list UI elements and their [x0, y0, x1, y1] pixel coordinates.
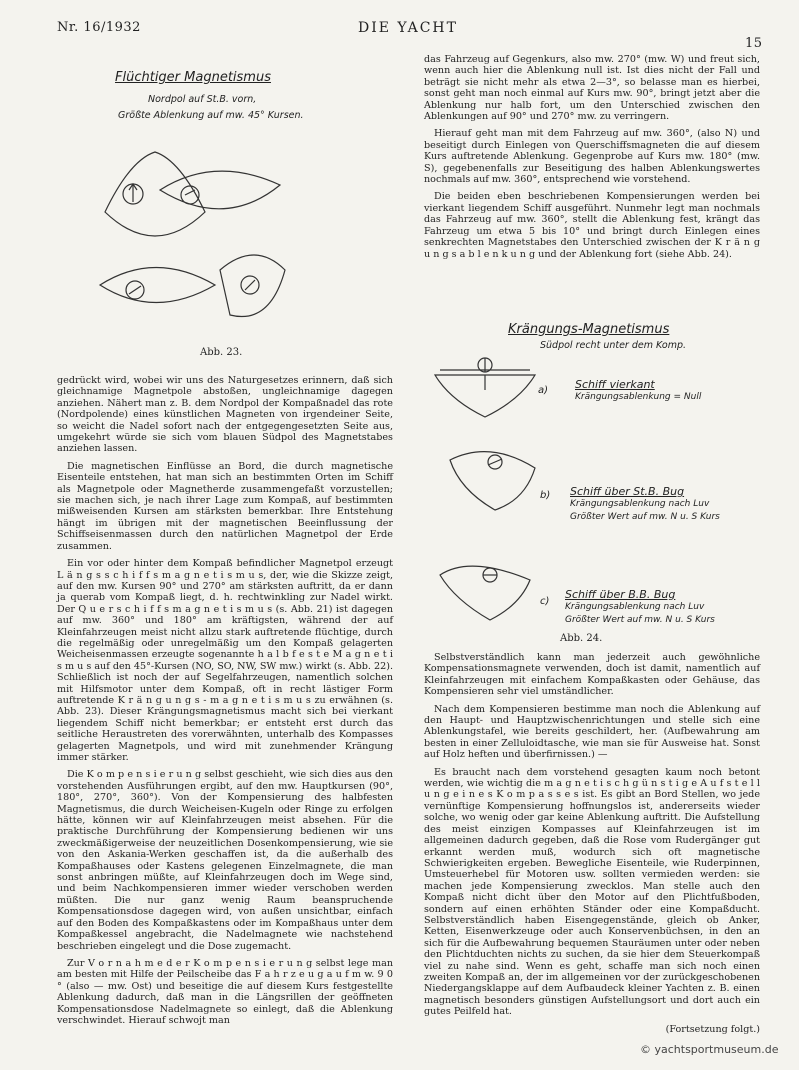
fig23-diagram — [95, 150, 295, 345]
boat-hull-3 — [100, 268, 215, 303]
boat-hull-2 — [160, 171, 280, 209]
right-paragraph: das Fahrzeug auf Gegenkurs, also mw. 270° (mw. W) und freut sich, wenn auch hier die Ablenkung null ist. Ist dies nicht der Fall und beträgt sie nicht mehr als etwa 2—3°, so belasse man es hierbei, sonst geht man noch einmal auf Kurs mw. 90°, bringt jetzt aber die Ablenkung nur halb fort, um den Unterschied zwischen den Ablenkungen auf 90° und 270° mw. zu verringern. — [424, 54, 760, 123]
right-column-bottom — [424, 652, 760, 1041]
right-paragraph: Selbstverständlich kann man jederzeit auch gewöhnliche Kompensationsmagnete verwenden, doch ist damit, namentlich auf Kleinfahrzeugen mit einfachem Kompaßkasten oder Gehäuse, das Kompensieren sehr viel umständlicher. — [424, 652, 760, 698]
fig24-b-line2: Größter Wert auf mw. N u. S Kurs — [570, 512, 720, 522]
left-paragraph: Ein vor oder hinter dem Kompaß befindlicher Magnetpol erzeugt L ä n g s s c h i f f s m a g n e t i s m u s, der, wie die Skizze zeigt, auf den mw. Kursen 90° und 270° am stärksten auftritt, da er dann ja querab vom Kompaß liegt, d. h. rechtwinkling zur Nadel wirkt. Der Q u e r s c h i f f s m a g n e t i s m u s (s. Abb. 21) ist dagegen auf mw. 360° und 180° am kräftigsten, während der auf Kleinfahrzeugen meist nicht allzu stark auftretende flüchtige, durch die regelmäßig oder unregelmäßig um den Kompaß gelagerten Weicheisenmassen erzeugte sogenannte h a l b f e s t e M a g n e t i s m u s auf den 45°-Kursen (NO, SO, NW, SW mw.) wirkt (s. Abb. 22). Schließlich ist noch der auf Segelfahrzeugen, namentlich solchen mit Hilfsmotor unter dem Kompaß, oft in recht lästiger Form auftretende K r ä n g u n g s - m a g n e t i s m u s zu erwähnen (s. Abb. 23). Dieser Krängungsmagnetismus macht sich bei vierkant liegendem Schiff nicht bemerkbar; er entsteht erst durch das seitliche Heraustreten des vorerwähnten, unterhalb des Kompasses gelagerten Magnetpols, und wird mit zunehmender Krängung immer stärker. — [57, 558, 394, 763]
fig23-subtitle-1: Nordpol auf St.B. vorn, — [148, 94, 257, 105]
fig24-caption: Abb. 24. — [560, 633, 603, 644]
fig23-caption: Abb. 23. — [200, 347, 243, 358]
hull-c — [440, 566, 530, 620]
fig24-title: Krängungs-Magnetismus — [508, 322, 670, 337]
fig24-b-title: Schiff über St.B. Bug — [570, 485, 685, 498]
boat-hull-4 — [220, 255, 285, 317]
journal-title: DIE YACHT — [358, 20, 458, 36]
hull-b — [450, 452, 535, 510]
left-paragraph: gedrückt wird, wobei wir uns des Naturgesetzes erinnern, daß sich gleichnamige Magnetpole abstoßen, ungleichnamige dagegen anziehen. Nähert man z. B. dem Nordpol der Kompaßnadel das rote (Nordpolende) eines künstlichen Magneten von irgendeiner Seite, so weicht die Nadel sofort nach der entgegengesetzten Seite aus, umgekehrt würde sie sich vom blauen Südpol des Magnetstabes anziehen lassen. — [57, 375, 393, 455]
fig24-c-line2: Größter Wert auf mw. N u. S Kurs — [565, 615, 715, 625]
right-paragraph: Es braucht nach dem vorstehend gesagten kaum noch betont werden, wie wichtig die m a g n e t i s c h g ü n s t i g e A u f s t e l l u n g e i n e s K o m p a s s e s ist. Es gibt an Bord Stellen, wo jede vernünftige Kompensierung hoffnungslos ist, andererseits wieder solche, wo wenig oder gar keine Ablenkung auftritt. Die Aufstellung des meist einzigen Kompasses auf Kleinfahrzeugen ist im allgemeinen dadurch gegeben, daß die Rose vom Rudergänger gut erkannt werden muß, wodurch sich oft magnetische Schwierigkeiten ergeben. Bewegliche Eisenteile, wie Ruderpinnen, Umsteuerhebel für Motoren usw. sollten vermieden werden: sie machen jede Kompensierung zwecklos. Man stelle auch den Kompaß nicht dicht über den Motor auf den Plichtfußboden, sondern auf einen erhöhten Ständer oder eine Kompaßducht. Selbstverständlich haben Eisengegenstände, gleich ob Anker, Ketten, Eisenwerkzeuge oder auch Konservenbüchsen, in den an sich für die Aufbewahrung bequemen Stauräumen unter oder neben den Plichtduchten nichts zu suchen, da sie hier dem Steuerkompaß viel zu nahe sind. Wenn es geht, schaffe man sich noch einen zweiten Kompaß an, der im allgemeinen vor der zurückgeschobenen Niedergangsklappe auf dem Aufbaudeck kleiner Yachten z. B. einen magnetisch besonders günstigen Aufstellungsort und dort auch ein gutes Peilfeld hat. — [424, 766, 760, 1018]
fig24-c-title: Schiff über B.B. Bug — [565, 588, 676, 601]
fig24-a-title: Schiff vierkant — [575, 378, 655, 391]
fig23-subtitle-2: Größte Ablenkung auf mw. 45° Kursen. — [118, 110, 304, 121]
right-column-top — [424, 54, 760, 266]
page-number: 15 — [745, 36, 763, 51]
left-column — [57, 375, 393, 1032]
continuation-note: (Fortsetzung folgt.) — [665, 1023, 760, 1035]
fig24-subtitle: Südpol recht unter dem Komp. — [540, 340, 687, 351]
left-paragraph: Die K o m p e n s i e r u n g selbst geschieht, wie sich dies aus den vorstehenden Ausführungen ergibt, auf den mw. Hauptkursen (90°, 180°, 270°, 360°). Von der Kompensierung des halbfesten Magnetismus, die durch Weicheisen-Kugeln oder Ringe zu erfolgen hätte, können wir auf Kleinfahrzeugen meist absehen. Für die praktische Durchführung der Kompensierung bedienen wir uns zweckmäßigerweise der neuzeitlichen Dosenkompensierung, wie sie von den Askania-Werken geschaffen ist, da die außerhalb des Kompaßhauses oder Kastens gelegenen Einzelmagnete, die man sonst anbringen müßte, auf Kleinfahrzeugen doch im Wege sind, und beim Nachkompensieren immer wieder verschoben werden müßten. Die nur ganz wenig Raum beanspruchende Kompensationsdose dagegen wird, von außen unsichtbar, einfach auf den Boden des Kompaßkastens oder im Kompaßhaus unter dem Kompaßkessel angebracht, die Nadelmagnete wie nachstehend beschrieben eingelegt und die Dose zugemacht. — [57, 769, 393, 952]
fig24-c-line1: Krängungsablenkung nach Luv — [565, 602, 705, 612]
left-paragraph: Zur V o r n a h m e d e r K o m p e n s i e r u n g selbst lege man am besten mit Hilfe der Peilscheibe das F a h r z e u g a u f m w. 9 0 ° (also — mw. Ost) und beseitige die auf diesem Kurs festgestellte Ablenkung dadurch, daß man in die Längsrillen der geöffneten Kompensationsdose Nadelmagnete so einlegt, daß die Ablenkung verschwindet. Hierauf schwojt man — [57, 957, 393, 1026]
fig24-a-marker: a) — [538, 385, 549, 396]
boat-hull-1 — [105, 152, 205, 236]
fig24-c-marker: c) — [540, 596, 550, 607]
left-paragraph: Die magnetischen Einflüsse an Bord, die durch magnetische Eisenteile entstehen, hat man sich an bestimmten Orten im Schiff als Magnetpole oder Magnetherde zusammengefaßt vorzustellen; sie machen sich, je nach ihrer Lage zum Kompaß, auf bestimmten mißweisenden Kursen am stärksten bemerkbar. Ihre Entstehung hängt im übrigen mit der magnetischen Beeinflussung der Schiffseisenmassen durch den natürlichen Magnetpol der Erde zusammen. — [57, 460, 393, 552]
fig24-b-line1: Krängungsablenkung nach Luv — [570, 499, 710, 509]
right-paragraph: Nach dem Kompensieren bestimme man noch die Ablenkung auf den Haupt- und Hauptzwischenrichtungen und stelle sich eine Ablenkungstafel, wie bereits geschildert, her. (Aufbewahrung am besten in einer Zelluloidtasche, wie man sie für Ausweise hat. Sonst auf Holz heften und überfirnissen.) — — [424, 703, 760, 761]
fig24-a-line1: Krängungsablenkung = Null — [575, 392, 702, 402]
right-paragraph: Die beiden eben beschriebenen Kompensierungen werden bei vierkant liegendem Schiff ausgeführt. Nunmehr legt man nochmals das Fahrzeug auf mw. 360°, stellt die Ablenkung fest, krängt das Fahrzeug um etwa 5 bis 10° und bringt durch Einlegen eines senkrechten Magnetstabes den Unterschied zwischen der K r ä n g u n g s a b l e n k u n g und der Ablenkung fort (siehe Abb. 24). — [424, 191, 760, 260]
watermark: © yachtsportmuseum.de — [640, 1043, 779, 1056]
right-paragraph: Hierauf geht man mit dem Fahrzeug auf mw. 360°, (also N) und beseitigt durch Einlegen von Querschiffsmagneten die auf diesem Kurs auftretende Ablenkung. Gegenprobe auf Kurs mw. 180° (mw. S), gegebenenfalls zur Beseitigung des halben Ablenkungswertes nochmals auf mw. 360°, entsprechend wie vorstehend. — [424, 128, 760, 186]
fig23-title: Flüchtiger Magnetismus — [115, 70, 271, 85]
issue-number: Nr. 16/1932 — [57, 20, 141, 35]
fig24-b-marker: b) — [540, 490, 551, 501]
